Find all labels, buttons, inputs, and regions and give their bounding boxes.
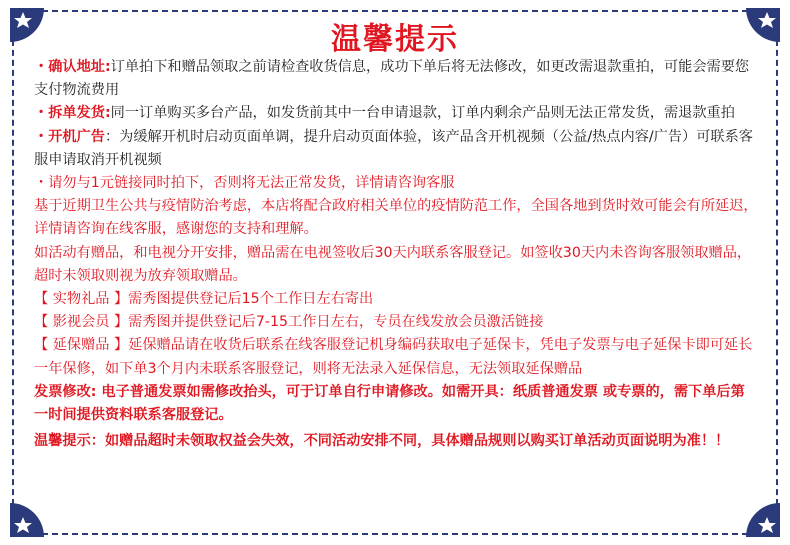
star-corner-icon xyxy=(10,503,44,537)
notice-label: 开机广告 xyxy=(48,128,105,145)
page-title: 温馨提示 xyxy=(331,22,459,57)
notice-label: 确认地址: xyxy=(48,59,111,75)
notice-text: 同一订单购买多台产品，如发货前其中一台申请退款，订单内剩余产品则无法正常发货，需退款重拍 xyxy=(110,105,735,122)
notice-boot-ads xyxy=(34,126,758,172)
bullet: ・ xyxy=(34,59,49,75)
notice-video-member: 【 影视会员 】需秀图并提供登记后7-15工作日左右，专员在线发放会员激活链接 xyxy=(34,314,544,331)
notice-gift: 如活动有赠品，和电视分开安排，赠品需在电视签收后30天内联系客服登记。如签收30天内未咨询客服领取赠品，超时未领取则视为放弃领取赠品。 xyxy=(34,244,752,284)
notice-reminder: 温馨提示：如赠品超时未领取权益会失效，不同活动安排不同，具体赠品规则以购买订单活动页面说明为准！！ xyxy=(34,433,730,450)
notice-epidemic: 基于近期卫生公共与疫情防治考虑，本店将配合政府相关单位的疫情防范工作，全国各地到货时效可能会有所延迟，详情请咨询在线客服，感谢您的支持和理解。 xyxy=(34,198,758,238)
bullet: ・ xyxy=(34,175,49,192)
notice-content xyxy=(34,56,758,453)
star-corner-icon xyxy=(746,503,780,537)
notice-split-shipping xyxy=(34,102,758,125)
bullet: ・ xyxy=(34,128,49,145)
notice-text: 电子普通发票如需修改抬头，可于订单自行申请修改。如需开具：纸质普通发票 或专票的，需下单后第一时间提供资料联系客服登记。 xyxy=(34,383,745,424)
notice-extended-warranty: 【 延保赠品 】延保赠品请在收货后联系在线客服登记机身编码获取电子延保卡，凭电子发票与电子延保卡即可延长一年保修，如下单3个月内未联系客服登记，则将无法录入延保信息，无法领取延保赠品 xyxy=(34,337,753,377)
notice-text: 请勿与1元链接同时拍下，否则将无法正常发货，详情请咨询客服 xyxy=(48,175,455,192)
notice-physical-gift: 【 实物礼品 】需秀图提供登记后15个工作日左右寄出 xyxy=(34,291,374,308)
notice-text: ：为缓解开机时启动页面单调，提升启动页面体验，该产品含开机视频（公益/热点内容/广告）可联系客服申请取消开机视频 xyxy=(34,128,753,168)
notice-link-warning xyxy=(34,172,758,195)
notice-text: 订单拍下和赠品领取之前请检查收货信息，成功下单后将无法修改，如更改需退款重拍，可能会需要您支付物流费用 xyxy=(34,59,750,99)
notice-label: 发票修改: xyxy=(34,383,97,400)
bullet: ・ xyxy=(34,105,49,122)
notice-confirm-address xyxy=(34,56,758,102)
notice-invoice xyxy=(34,381,758,427)
notice-label: 拆单发货: xyxy=(48,105,111,122)
